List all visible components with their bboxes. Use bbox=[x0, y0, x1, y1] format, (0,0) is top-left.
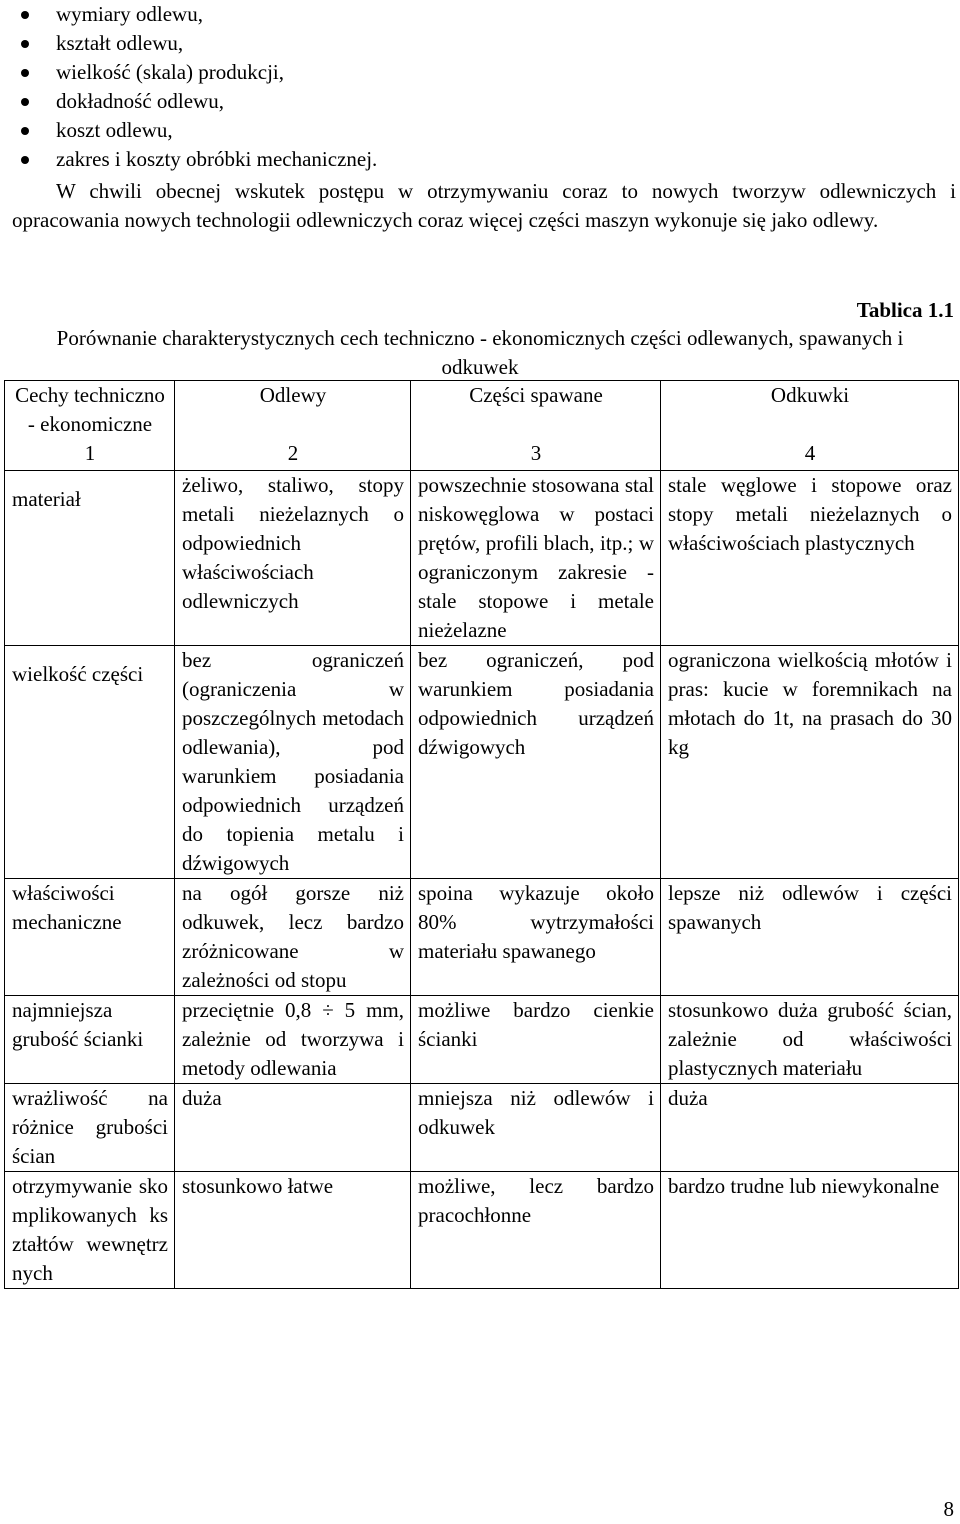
table-row bbox=[5, 996, 959, 1084]
column-number: 2 bbox=[175, 439, 411, 471]
list-item-text: kształt odlewu, bbox=[56, 31, 184, 55]
list-item-text: wymiary odlewu, bbox=[56, 2, 203, 26]
header-cell-features: Cechy techniczno - ekonomiczne bbox=[5, 381, 175, 440]
list-item bbox=[0, 29, 960, 58]
bullet-dot-icon bbox=[21, 40, 29, 48]
list-item bbox=[0, 116, 960, 145]
table-cell: bardzo trudne lub niewykonalne bbox=[661, 1172, 959, 1289]
list-item bbox=[0, 58, 960, 87]
list-item-text: koszt odlewu, bbox=[56, 118, 173, 142]
header-cell-forgings: Odkuwki bbox=[661, 381, 959, 440]
table-cell: bez ograniczeń, pod warunkiem posiadania odpowiednich urządzeń dźwigowych bbox=[411, 646, 661, 879]
table-cell: lepsze niż odlewów i części spawanych bbox=[661, 879, 959, 996]
table-cell: spoina wykazuje około 80% wytrzymałości materiału spawanego bbox=[411, 879, 661, 996]
list-item bbox=[0, 0, 960, 29]
table-cell: ograniczona wielkością młotów i pras: kucie w foremnikach na młotach do 1t, na prasach do 30 kg bbox=[661, 646, 959, 879]
table-row bbox=[5, 646, 959, 879]
bullet-list bbox=[0, 0, 960, 174]
table-row bbox=[5, 1172, 959, 1289]
table-cell: możliwe bardzo cienkie ścianki bbox=[411, 996, 661, 1084]
table-cell: stosunkowo łatwe bbox=[175, 1172, 411, 1289]
column-number: 4 bbox=[661, 439, 959, 471]
row-label: materiał bbox=[5, 471, 175, 646]
header-cell-welded: Części spawane bbox=[411, 381, 661, 440]
table-row bbox=[5, 471, 959, 646]
column-number: 3 bbox=[411, 439, 661, 471]
table-reference: Tablica 1.1 bbox=[856, 298, 954, 322]
row-label: otrzymywanie skomplikowanych kształtów wewnętrznych bbox=[5, 1172, 175, 1289]
table-row bbox=[5, 1084, 959, 1172]
table-cell: bez ograniczeń (ograniczenia w poszczególnych metodach odlewania), pod warunkiem posiadania odpowiednich urządzeń do topienia metalu i dźwigowych bbox=[175, 646, 411, 879]
table-cell: stosunkowo duża grubość ścian, zależnie od właściwości plastycznych materiału bbox=[661, 996, 959, 1084]
page-number: 8 bbox=[943, 1497, 954, 1521]
table-row bbox=[5, 879, 959, 996]
list-item-text: wielkość (skala) produkcji, bbox=[56, 60, 285, 84]
table-cell: stale węglowe i stopowe oraz stopy metali nieżelaznych o właściwościach plastycznych bbox=[661, 471, 959, 646]
bullet-dot-icon bbox=[21, 156, 29, 164]
table-cell: duża bbox=[175, 1084, 411, 1172]
table-caption: Porównanie charakterystycznych cech techniczno - ekonomicznych części odlewanych, spawanych i odkuwek bbox=[56, 326, 904, 379]
table-cell: mniejsza niż odlewów i odkuwek bbox=[411, 1084, 661, 1172]
table-cell: przeciętnie 0,8 ÷ 5 mm, zależnie od tworzywa i metody odlewania bbox=[175, 996, 411, 1084]
table-cell: duża bbox=[661, 1084, 959, 1172]
list-item-text: dokładność odlewu, bbox=[56, 89, 224, 113]
bullet-dot-icon bbox=[21, 98, 29, 106]
list-item bbox=[0, 87, 960, 116]
header-cell-castings: Odlewy bbox=[175, 381, 411, 440]
bullet-dot-icon bbox=[21, 11, 29, 19]
list-item bbox=[0, 145, 960, 174]
column-number: 1 bbox=[5, 439, 175, 471]
list-item-text: zakres i koszty obróbki mechanicznej. bbox=[56, 147, 378, 171]
bullet-dot-icon bbox=[21, 69, 29, 77]
table-number-row bbox=[5, 439, 959, 471]
row-label: właściwości mechaniczne bbox=[5, 879, 175, 996]
table-header-row bbox=[5, 381, 959, 440]
row-label: najmniejsza grubość ścianki bbox=[5, 996, 175, 1084]
table-cell: możliwe, lecz bardzo pracochłonne bbox=[411, 1172, 661, 1289]
table-cell: żeliwo, staliwo, stopy metali nieżelaznych o odpowiednich właściwościach odlewniczych bbox=[175, 471, 411, 646]
table-cell: na ogół gorsze niż odkuwek, lecz bardzo zróżnicowane w zależności od stopu bbox=[175, 879, 411, 996]
row-label: wielkość części bbox=[5, 646, 175, 879]
comparison-table bbox=[4, 380, 959, 1289]
bullet-dot-icon bbox=[21, 127, 29, 135]
table-cell: powszechnie stosowana stal niskowęglowa w postaci prętów, profili blach, itp.; w ograniczonym zakresie - stale stopowe i metale nieżelazne bbox=[411, 471, 661, 646]
row-label: wrażliwość na różnice grubości ścian bbox=[5, 1084, 175, 1172]
body-paragraph: W chwili obecnej wskutek postępu w otrzymywaniu coraz to nowych tworzyw odlewniczych i opracowania nowych technologii odlewniczych coraz więcej części maszyn wykonuje się jako odlewy. bbox=[12, 179, 956, 232]
